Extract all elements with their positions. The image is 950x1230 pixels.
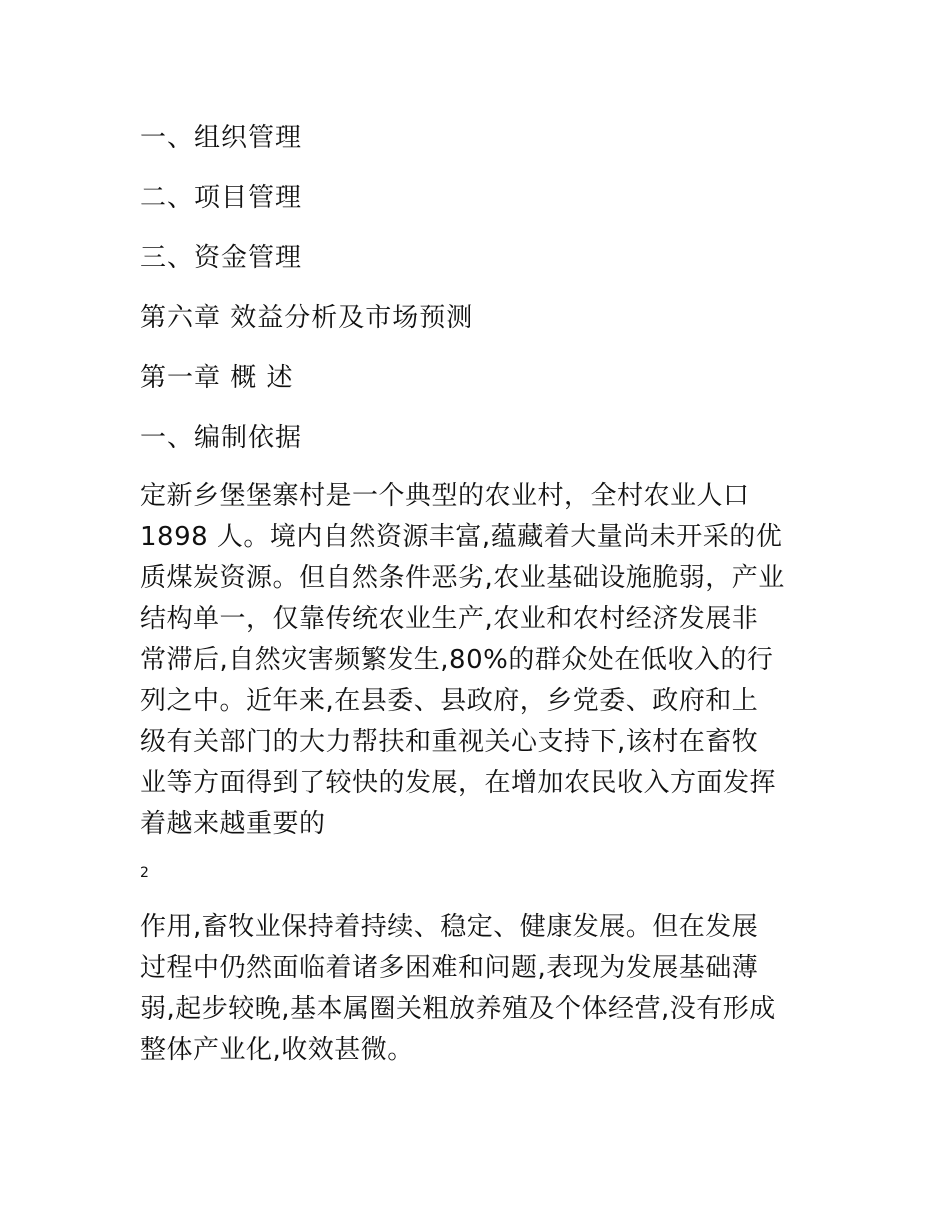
page-number: 2	[140, 865, 149, 881]
section-heading-funds: 三、资金管理	[140, 243, 303, 273]
paragraph-line: 质煤炭资源。但自然条件恶劣,农业基础设施脆弱，产业	[140, 563, 785, 593]
paragraph-line: 作用,畜牧业保持着持续、稳定、健康发展。但在发展	[140, 912, 759, 942]
paragraph-line: 级有关部门的大力帮扶和重视关心支持下,该村在畜牧	[140, 727, 759, 757]
paragraph-line: 过程中仍然面临着诸多困难和问题,表现为发展基础薄	[140, 953, 759, 983]
paragraph-line: 弱,起步较晚,基本属圈关粗放养殖及个体经营,没有形成	[140, 994, 776, 1024]
paragraph-line: 定新乡堡堡寨村是一个典型的农业村，全村农业人口	[140, 481, 750, 511]
section-heading-basis: 一、编制依据	[140, 423, 303, 453]
paragraph-line: 整体产业化,收效甚微。	[140, 1035, 414, 1065]
paragraph-line: 结构单一，仅靠传统农业生产,农业和农村经济发展非	[140, 604, 759, 634]
section-heading-project: 二、项目管理	[140, 183, 303, 213]
paragraph-line: 常滞后,自然灾害频繁发生,80%的群众处在低收入的行	[140, 645, 774, 675]
paragraph-line: 1898 人。境内自然资源丰富,蕴藏着大量尚未开采的优	[140, 522, 783, 552]
body-paragraph-2	[140, 907, 820, 1071]
section-heading-organization: 一、组织管理	[140, 123, 303, 153]
paragraph-line: 着越来越重要的	[140, 809, 326, 839]
paragraph-line: 业等方面得到了较快的发展，在增加农民收入方面发挥	[140, 768, 777, 798]
chapter-heading-six: 第六章 效益分析及市场预测	[140, 303, 474, 333]
chapter-heading-one: 第一章 概 述	[140, 363, 294, 393]
body-paragraph-1	[140, 476, 820, 845]
paragraph-line: 列之中。近年来,在县委、县政府，乡党委、政府和上	[140, 686, 759, 716]
